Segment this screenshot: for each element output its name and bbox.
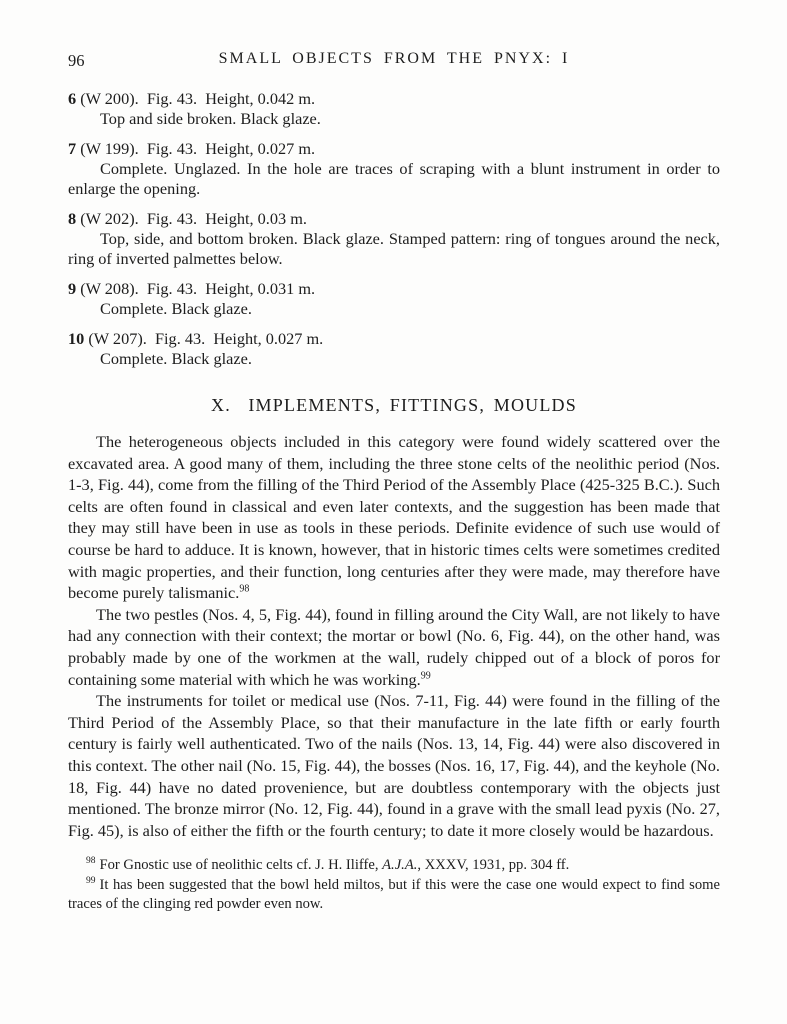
catalog-entry <box>68 139 720 199</box>
footnote-ref: 99 <box>420 670 431 682</box>
catalog-entry <box>68 329 720 369</box>
catalog-entry <box>68 209 720 269</box>
footnote-marker: 98 <box>86 856 96 867</box>
running-title: SMALL OBJECTS FROM THE PNYX: I <box>218 50 570 67</box>
entry-head-text: (W 208). Fig. 43. Height, 0.031 m. <box>80 279 316 298</box>
footnote <box>68 876 720 915</box>
body-paragraph <box>68 604 720 690</box>
entry-number: 6 <box>68 89 77 108</box>
entry-heading <box>68 209 720 229</box>
entry-head-text: (W 199). Fig. 43. Height, 0.027 m. <box>80 139 316 158</box>
footnote-ref: 98 <box>239 583 250 595</box>
entry-head-text: (W 202). Fig. 43. Height, 0.03 m. <box>80 209 307 228</box>
footnotes <box>68 856 720 915</box>
catalog-entry <box>68 279 720 319</box>
footnote-text: It has been suggested that the bowl held miltos, but if this were the case one would expect to find some traces of the clinging red powder even now. <box>68 876 720 913</box>
entry-heading <box>68 279 720 299</box>
catalog-entry <box>68 89 720 129</box>
entry-description: Complete. Unglazed. In the hole are traces of scraping with a blunt instrument in order to enlarge the opening. <box>68 159 720 198</box>
entry-heading <box>68 329 720 349</box>
entry-number: 10 <box>68 329 85 348</box>
footnote <box>68 856 720 876</box>
body-paragraph <box>68 431 720 604</box>
footnote-text-after: , XXXV, 1931, pp. 304 ff. <box>417 857 570 874</box>
section-body <box>68 431 720 841</box>
journal-title: A.J.A. <box>382 857 418 874</box>
entry-heading <box>68 89 720 109</box>
section-heading: X. IMPLEMENTS, FITTINGS, MOULDS <box>211 395 577 415</box>
entry-description: Complete. Black glaze. <box>100 299 252 318</box>
footnote-marker: 99 <box>86 875 96 886</box>
paragraph-text: The instruments for toilet or medical use (Nos. 7-11, Fig. 44) were found in the filling of the Third Period of the Assembly Place, so that their manufacture in the late fifth or early fourth century is fairly well authenticated. Two of the nails (Nos. 13, 14, Fig. 44) were also discovered in this context. The other nail (No. 15, Fig. 44), the bosses (Nos. 16, 17, Fig. 44), and the keyhole (No. 18, Fig. 44) have no dated provenience, but are doubtless contemporary with the objects just mentioned. The bronze mirror (No. 12, Fig. 44), found in a grave with the small lead pyxis (No. 27, Fig. 45), is also of either the fifth or the fourth century; to date it more closely would be hazardous. <box>68 691 720 840</box>
footnote-text: For Gnostic use of neolithic celts cf. J. H. Iliffe, <box>99 857 383 874</box>
entry-head-text: (W 207). Fig. 43. Height, 0.027 m. <box>88 329 324 348</box>
entry-number: 8 <box>68 209 77 228</box>
catalog-entries <box>68 89 720 369</box>
page-number: 96 <box>68 51 85 70</box>
entry-number: 9 <box>68 279 77 298</box>
body-paragraph <box>68 690 720 841</box>
page-header <box>68 50 720 72</box>
entry-heading <box>68 139 720 159</box>
entry-head-text: (W 200). Fig. 43. Height, 0.042 m. <box>80 89 316 108</box>
paragraph-text: The heterogeneous objects included in this category were found widely scattered over the excavated area. A good many of them, including the three stone celts of the neolithic period (Nos. 1-3, Fig. 44), come from the filling of the Third Period of the Assembly Place (425-325 B.C.). Such celts are often found in classical and even later contexts, and the suggestion has been made that they may still have been in use as tools in these periods. Definite evidence of such use would of course be hard to adduce. It is known, however, that in historic times celts were sometimes credited with magic properties, and their function, long centuries after they were made, may therefore have become purely talismanic. <box>68 432 720 603</box>
entry-description: Complete. Black glaze. <box>100 349 252 368</box>
entry-description: Top, side, and bottom broken. Black glaze. Stamped pattern: ring of tongues around the neck, ring of inverted palmettes below. <box>68 229 720 268</box>
entry-number: 7 <box>68 139 77 158</box>
paragraph-text: The two pestles (Nos. 4, 5, Fig. 44), found in filling around the City Wall, are not likely to have had any connection with their context; the mortar or bowl (No. 6, Fig. 44), on the other hand, was probably made by one of the workmen at the wall, rudely chipped out of a block of poros for containing some material with which he was working. <box>68 604 720 689</box>
entry-description: Top and side broken. Black glaze. <box>100 109 321 128</box>
